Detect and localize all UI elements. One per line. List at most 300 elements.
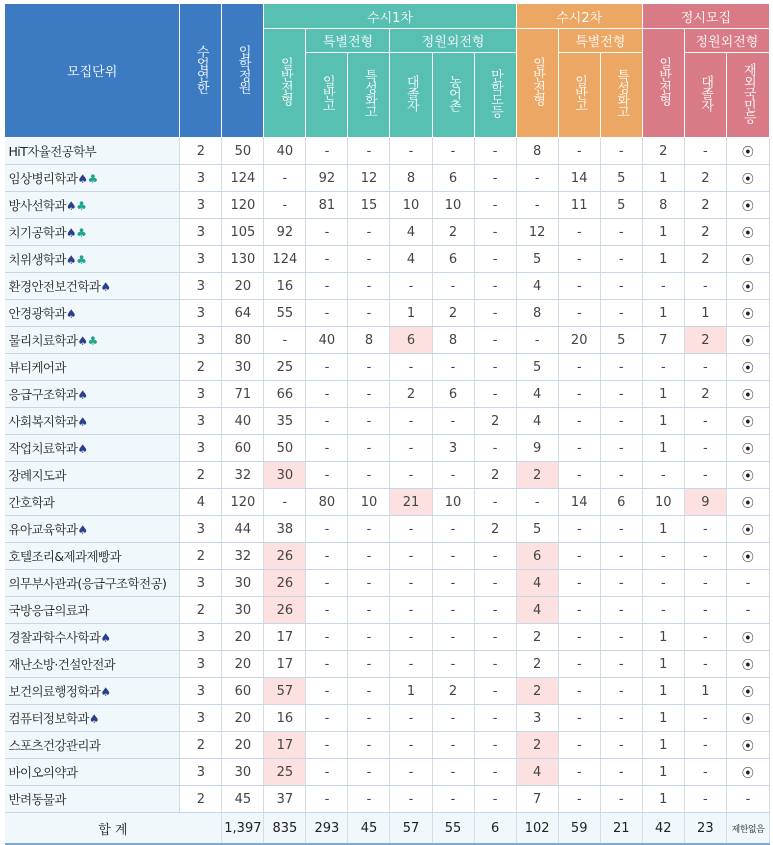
table-row	[5, 759, 770, 786]
table-cell: 2	[684, 381, 726, 408]
table-row	[5, 543, 770, 570]
total-cell: 제한없음	[726, 813, 769, 845]
unit-name: 물리치료학과	[8, 333, 78, 348]
table-cell: -	[390, 138, 432, 165]
table-cell: -	[432, 624, 474, 651]
table-cell: -	[684, 759, 726, 786]
unit-name-cell	[5, 273, 180, 300]
table-cell: -	[474, 381, 516, 408]
unit-name-cell	[5, 570, 180, 597]
table-cell: 25	[264, 759, 306, 786]
table-cell: -	[600, 786, 642, 813]
table-row	[5, 678, 770, 705]
table-cell: -	[474, 705, 516, 732]
club-icon: ♣	[87, 334, 98, 348]
table-cell: -	[390, 435, 432, 462]
table-cell: 20	[222, 651, 264, 678]
unit-name-cell	[5, 597, 180, 624]
table-cell: ⦿	[726, 165, 769, 192]
table-cell: ⦿	[726, 651, 769, 678]
header-susi2-special: 특별전형	[558, 29, 642, 53]
total-cell: 45	[348, 813, 390, 845]
table-cell: ⦿	[726, 138, 769, 165]
table-cell: -	[390, 759, 432, 786]
unit-name-cell	[5, 165, 180, 192]
table-cell: 3	[180, 678, 222, 705]
unit-name-cell	[5, 678, 180, 705]
club-icon: ♣	[76, 226, 87, 240]
club-icon: ♣	[76, 253, 87, 267]
table-cell: 20	[222, 705, 264, 732]
table-cell: -	[558, 219, 600, 246]
unit-name: 안경광학과	[8, 306, 66, 321]
table-cell: 37	[264, 786, 306, 813]
table-cell: -	[684, 435, 726, 462]
table-cell: 3	[180, 192, 222, 219]
table-cell: 8	[348, 327, 390, 354]
table-cell: -	[600, 651, 642, 678]
table-cell: -	[306, 732, 348, 759]
table-cell: 30	[222, 570, 264, 597]
table-cell: 2	[684, 192, 726, 219]
spade-icon: ♠	[77, 172, 88, 186]
table-cell: -	[684, 354, 726, 381]
table-cell: -	[390, 651, 432, 678]
table-cell: -	[558, 300, 600, 327]
table-cell: -	[348, 381, 390, 408]
table-row	[5, 462, 770, 489]
table-cell: -	[600, 219, 642, 246]
unit-name: 보건의료행정학과	[8, 684, 101, 699]
unit-name: 뷰티케어과	[8, 360, 66, 375]
table-row	[5, 732, 770, 759]
table-cell: 10	[390, 192, 432, 219]
table-cell: -	[642, 543, 684, 570]
table-cell: -	[600, 138, 642, 165]
table-cell: -	[642, 354, 684, 381]
header-susi1: 수시1차	[264, 4, 516, 29]
table-cell: 6	[516, 543, 558, 570]
table-cell: 6	[600, 489, 642, 516]
unit-name: 컴퓨터정보학과	[8, 711, 89, 726]
header-susi1-manhak: 만학도등	[474, 53, 516, 138]
table-cell: 4	[390, 246, 432, 273]
table-cell: 40	[264, 138, 306, 165]
table-cell: 17	[264, 624, 306, 651]
table-cell: -	[558, 246, 600, 273]
table-cell: 2	[516, 624, 558, 651]
table-cell: -	[390, 408, 432, 435]
table-cell: 81	[306, 192, 348, 219]
table-row	[5, 705, 770, 732]
table-cell: -	[684, 732, 726, 759]
table-cell: 6	[432, 381, 474, 408]
table-cell: 5	[600, 165, 642, 192]
spade-icon: ♠	[77, 523, 88, 537]
unit-name-cell	[5, 192, 180, 219]
table-cell: 5	[600, 327, 642, 354]
table-cell: 4	[516, 408, 558, 435]
total-cell: 1,397	[222, 813, 264, 845]
table-cell: -	[348, 732, 390, 759]
table-cell: 92	[264, 219, 306, 246]
table-cell: 26	[264, 570, 306, 597]
table-cell: -	[348, 570, 390, 597]
table-cell: -	[684, 138, 726, 165]
table-cell: 40	[222, 408, 264, 435]
table-row	[5, 435, 770, 462]
table-cell: 3	[180, 165, 222, 192]
spade-icon: ♠	[77, 388, 88, 402]
table-cell: ⦿	[726, 408, 769, 435]
table-cell: 120	[222, 489, 264, 516]
table-cell: 3	[180, 300, 222, 327]
table-cell: -	[516, 327, 558, 354]
table-cell: -	[264, 489, 306, 516]
table-cell: 16	[264, 705, 306, 732]
table-cell: -	[474, 327, 516, 354]
table-cell: 25	[264, 354, 306, 381]
table-cell: 1	[642, 732, 684, 759]
table-cell: 2	[180, 786, 222, 813]
table-cell: -	[348, 435, 390, 462]
table-cell: -	[264, 327, 306, 354]
table-cell: -	[390, 273, 432, 300]
total-label: 합 계	[5, 813, 222, 845]
table-cell: -	[558, 651, 600, 678]
table-cell: -	[474, 300, 516, 327]
table-cell: 17	[264, 732, 306, 759]
table-cell: -	[474, 543, 516, 570]
table-cell: 40	[306, 327, 348, 354]
table-cell: 3	[180, 759, 222, 786]
table-cell: 45	[222, 786, 264, 813]
table-cell: 10	[348, 489, 390, 516]
table-cell: 1	[642, 165, 684, 192]
unit-name: 경찰과학수사학과	[8, 630, 101, 645]
table-cell: 3	[180, 570, 222, 597]
unit-name-cell	[5, 705, 180, 732]
table-cell: -	[306, 381, 348, 408]
table-cell: 2	[180, 543, 222, 570]
spade-icon: ♠	[77, 415, 88, 429]
unit-name-cell	[5, 300, 180, 327]
unit-name: 호텔조리&제과제빵과	[8, 549, 121, 564]
table-cell: -	[432, 786, 474, 813]
table-cell: 8	[516, 138, 558, 165]
table-cell: -	[516, 165, 558, 192]
table-cell: -	[348, 219, 390, 246]
spade-icon: ♠	[88, 712, 99, 726]
table-cell: -	[306, 138, 348, 165]
table-row	[5, 624, 770, 651]
table-cell: -	[684, 624, 726, 651]
table-body	[5, 138, 770, 813]
table-cell: 80	[222, 327, 264, 354]
table-cell: 3	[180, 219, 222, 246]
table-row	[5, 165, 770, 192]
total-cell: 59	[558, 813, 600, 845]
table-cell: 3	[180, 624, 222, 651]
table-cell: 14	[558, 165, 600, 192]
table-cell: -	[306, 300, 348, 327]
table-cell: 1	[642, 300, 684, 327]
table-cell: 20	[222, 273, 264, 300]
table-cell: -	[306, 435, 348, 462]
table-cell: -	[516, 489, 558, 516]
table-cell: -	[600, 624, 642, 651]
table-cell: 9	[684, 489, 726, 516]
total-cell: 23	[684, 813, 726, 845]
table-cell: 4	[516, 381, 558, 408]
table-cell: 2	[516, 651, 558, 678]
table-row	[5, 651, 770, 678]
table-cell: 2	[516, 732, 558, 759]
table-cell: -	[558, 516, 600, 543]
table-cell: -	[348, 300, 390, 327]
unit-name: 간호학과	[8, 495, 55, 510]
table-cell: 15	[348, 192, 390, 219]
table-cell: -	[474, 651, 516, 678]
unit-name: 장례지도과	[8, 468, 66, 483]
unit-name: 임상병리학과	[8, 171, 78, 186]
table-cell: 71	[222, 381, 264, 408]
table-cell: 1	[642, 219, 684, 246]
table-cell: -	[684, 516, 726, 543]
table-cell: 1	[390, 678, 432, 705]
table-cell: 66	[264, 381, 306, 408]
unit-name-cell	[5, 138, 180, 165]
table-row	[5, 192, 770, 219]
unit-name: 환경안전보건학과	[8, 279, 101, 294]
table-cell: -	[306, 759, 348, 786]
table-row	[5, 219, 770, 246]
unit-name: 응급구조학과	[8, 387, 78, 402]
table-cell: -	[684, 651, 726, 678]
spade-icon: ♠	[65, 307, 77, 321]
table-cell: 2	[474, 462, 516, 489]
table-cell: -	[390, 570, 432, 597]
table-cell: 124	[264, 246, 306, 273]
table-cell: 5	[516, 246, 558, 273]
table-cell: 12	[516, 219, 558, 246]
table-cell: -	[306, 462, 348, 489]
table-cell: -	[600, 732, 642, 759]
table-cell: 1	[642, 678, 684, 705]
table-cell: -	[306, 516, 348, 543]
table-cell: ⦿	[726, 273, 769, 300]
header-jeongsi-daejol: 대졸자	[684, 53, 726, 138]
table-row	[5, 597, 770, 624]
table-cell: ⦿	[726, 246, 769, 273]
table-cell: 2	[180, 138, 222, 165]
table-cell: -	[642, 273, 684, 300]
table-cell: 5	[516, 354, 558, 381]
table-cell: -	[642, 570, 684, 597]
table-cell: -	[684, 408, 726, 435]
unit-name-cell	[5, 408, 180, 435]
unit-name: HiT자율전공학부	[8, 144, 97, 159]
table-cell: -	[600, 516, 642, 543]
header-susi1-daejol: 대졸자	[390, 53, 432, 138]
header-susi1-outside: 정원외전형	[390, 29, 516, 53]
unit-name-cell	[5, 651, 180, 678]
table-cell: -	[432, 570, 474, 597]
table-cell: -	[306, 597, 348, 624]
table-cell: -	[264, 165, 306, 192]
total-cell: 21	[600, 813, 642, 845]
table-cell: 3	[180, 246, 222, 273]
table-cell: -	[306, 273, 348, 300]
table-cell: ⦿	[726, 705, 769, 732]
table-cell: -	[684, 543, 726, 570]
table-cell: -	[474, 570, 516, 597]
table-cell: ⦿	[726, 300, 769, 327]
table-cell: ⦿	[726, 219, 769, 246]
table-cell: -	[348, 273, 390, 300]
table-cell: -	[390, 705, 432, 732]
unit-name-cell	[5, 219, 180, 246]
table-cell: -	[558, 354, 600, 381]
table-cell: -	[474, 219, 516, 246]
table-cell: -	[516, 192, 558, 219]
header-susi2-teukseong: 특성화고	[600, 53, 642, 138]
table-cell: 7	[642, 327, 684, 354]
table-cell: -	[474, 192, 516, 219]
unit-name-cell	[5, 489, 180, 516]
table-row	[5, 354, 770, 381]
table-cell: ⦿	[726, 192, 769, 219]
table-cell: -	[432, 273, 474, 300]
unit-name-cell	[5, 516, 180, 543]
table-cell: 4	[516, 570, 558, 597]
table-cell: 14	[558, 489, 600, 516]
header-susi2-ilbango: 일반고	[558, 53, 600, 138]
unit-name-cell	[5, 624, 180, 651]
table-cell: 5	[516, 516, 558, 543]
table-cell: -	[558, 543, 600, 570]
table-cell: 8	[390, 165, 432, 192]
table-cell: 30	[222, 759, 264, 786]
table-cell: 1	[642, 516, 684, 543]
table-cell: -	[432, 516, 474, 543]
table-cell: -	[474, 786, 516, 813]
table-cell: 9	[516, 435, 558, 462]
table-cell: -	[684, 570, 726, 597]
unit-name-cell	[5, 354, 180, 381]
table-cell: 120	[222, 192, 264, 219]
table-cell: 12	[348, 165, 390, 192]
table-cell: ⦿	[726, 327, 769, 354]
table-cell: -	[348, 408, 390, 435]
unit-name: 스포츠건강관리과	[8, 738, 101, 753]
table-row	[5, 786, 770, 813]
total-cell: 42	[642, 813, 684, 845]
table-row	[5, 300, 770, 327]
table-cell: -	[432, 732, 474, 759]
table-cell: -	[600, 705, 642, 732]
table-cell: 1	[642, 786, 684, 813]
table-cell: -	[558, 462, 600, 489]
table-cell: -	[432, 408, 474, 435]
table-cell: 2	[390, 381, 432, 408]
table-cell: -	[558, 759, 600, 786]
table-cell: 32	[222, 462, 264, 489]
table-cell: -	[306, 543, 348, 570]
table-cell: 17	[264, 651, 306, 678]
table-cell: 4	[516, 759, 558, 786]
table-cell: -	[600, 462, 642, 489]
table-cell: 5	[600, 192, 642, 219]
header-jeongsi-foreign: 재외국민등	[726, 53, 769, 138]
table-cell: 124	[222, 165, 264, 192]
table-cell: -	[642, 462, 684, 489]
table-cell: -	[558, 732, 600, 759]
table-cell: -	[600, 246, 642, 273]
table-cell: -	[600, 273, 642, 300]
table-cell: ⦿	[726, 381, 769, 408]
table-cell: -	[726, 786, 769, 813]
table-cell: -	[558, 705, 600, 732]
table-cell: -	[306, 354, 348, 381]
table-cell: 3	[180, 408, 222, 435]
table-cell: 2	[432, 678, 474, 705]
table-cell: -	[348, 597, 390, 624]
total-cell: 6	[474, 813, 516, 845]
table-cell: 6	[432, 246, 474, 273]
table-cell: -	[432, 597, 474, 624]
table-cell: -	[558, 408, 600, 435]
header-susi1-teukseong: 특성화고	[348, 53, 390, 138]
table-cell: -	[306, 570, 348, 597]
table-cell: 30	[264, 462, 306, 489]
table-cell: -	[432, 138, 474, 165]
spade-icon: ♠	[65, 253, 77, 267]
unit-name-cell	[5, 381, 180, 408]
table-cell: 3	[180, 516, 222, 543]
table-cell: -	[390, 516, 432, 543]
total-cell: 55	[432, 813, 474, 845]
table-cell: 3	[516, 705, 558, 732]
admission-quota-table	[4, 3, 770, 845]
table-cell: -	[348, 246, 390, 273]
table-cell: -	[726, 597, 769, 624]
unit-name-cell	[5, 759, 180, 786]
table-cell: 2	[684, 327, 726, 354]
table-cell: 105	[222, 219, 264, 246]
table-cell: -	[684, 786, 726, 813]
table-cell: 3	[180, 381, 222, 408]
table-cell: 64	[222, 300, 264, 327]
table-cell: 3	[180, 435, 222, 462]
unit-name-cell	[5, 462, 180, 489]
table-cell: -	[474, 489, 516, 516]
table-cell: -	[474, 246, 516, 273]
total-cell: 293	[306, 813, 348, 845]
unit-name: 치기공학과	[8, 225, 66, 240]
table-cell: 1	[642, 651, 684, 678]
table-cell: 2	[180, 462, 222, 489]
table-cell: -	[600, 678, 642, 705]
table-cell: -	[348, 651, 390, 678]
unit-name-cell	[5, 246, 180, 273]
table-row	[5, 489, 770, 516]
table-cell: -	[306, 408, 348, 435]
table-cell: -	[558, 273, 600, 300]
spade-icon: ♠	[77, 334, 88, 348]
table-cell: 3	[432, 435, 474, 462]
table-cell: -	[390, 597, 432, 624]
